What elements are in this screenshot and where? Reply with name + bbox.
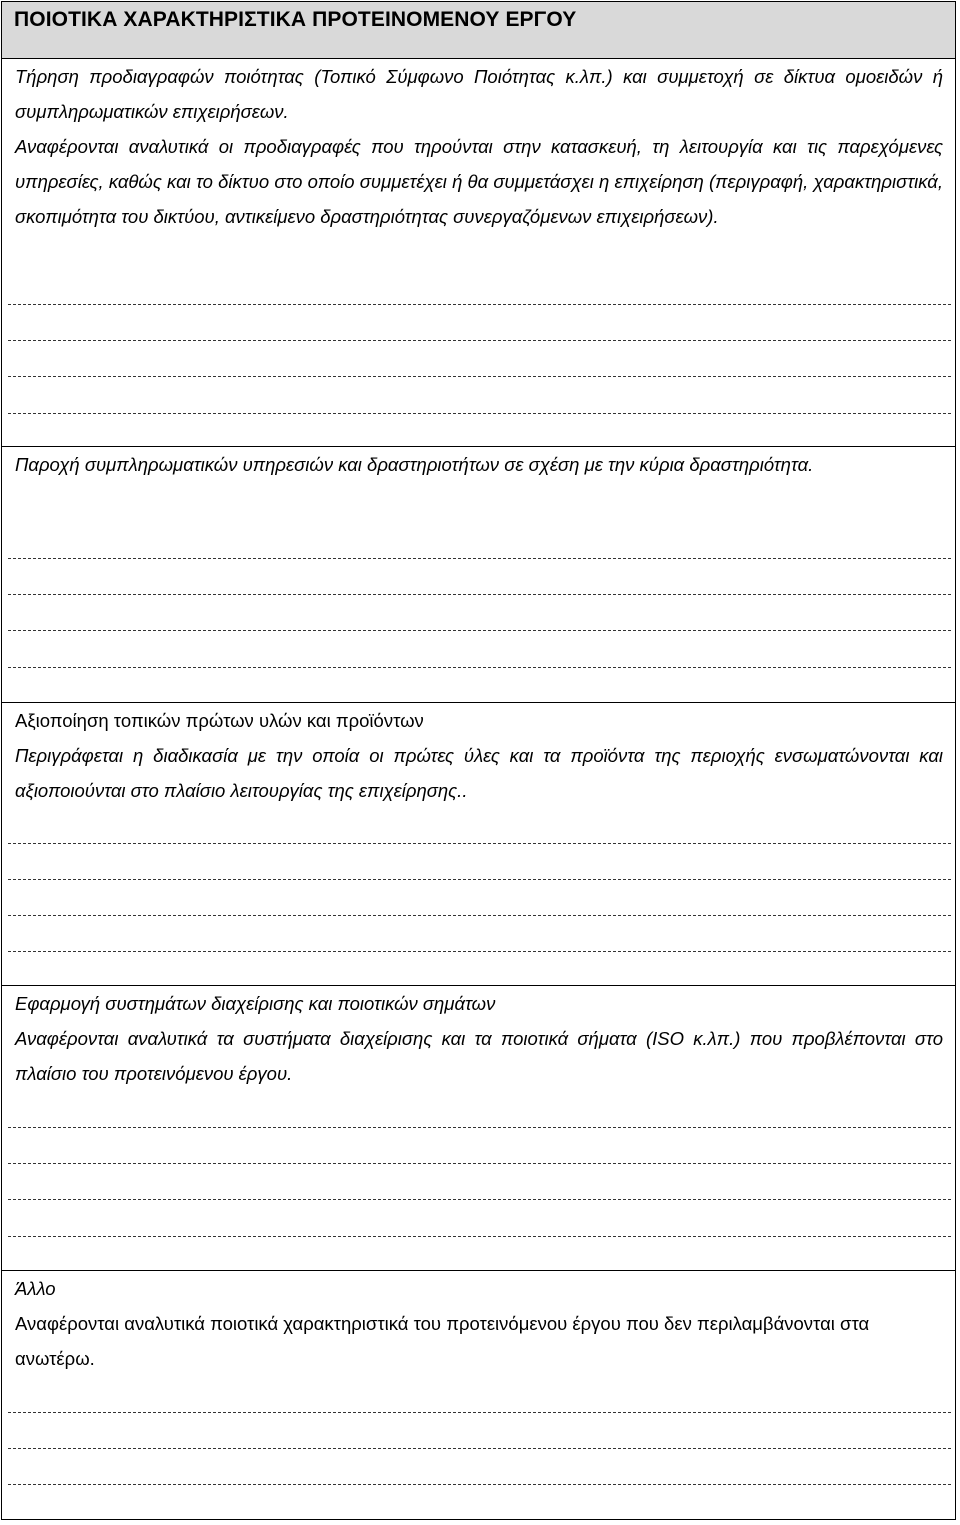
- section-other: [2, 1270, 955, 1519]
- section-description: Αναφέρονται αναλυτικά τα συστήματα διαχείρισης και τα ποιοτικά σήματα (ISO κ.λπ.) που προβλέπονται στο πλαίσιο του προτεινόμενου έργου.: [15, 1028, 943, 1084]
- section-complementary-services: [2, 446, 955, 702]
- section-heading: Αξιοποίηση τοπικών πρώτων υλών και προϊόντων: [15, 710, 424, 731]
- answer-line[interactable]: [8, 413, 951, 414]
- section-management-systems: [2, 985, 955, 1270]
- answer-line[interactable]: [8, 1448, 951, 1449]
- answer-line[interactable]: [8, 376, 951, 377]
- section-description: Περιγράφεται η διαδικασία με την οποία οι πρώτες ύλες και τα προϊόντα της περιοχής ενσωματώνονται και αξιοποιούνται στο πλαίσιο λειτουργίας της επιχείρησης..: [15, 745, 943, 801]
- answer-line[interactable]: [8, 951, 951, 952]
- form-title: ΠΟΙΟΤΙΚΑ ΧΑΡΑΚΤΗΡΙΣΤΙΚΑ ΠΡΟΤΕΙΝΟΜΕΝΟΥ ΕΡΓΟΥ: [14, 8, 577, 31]
- answer-line[interactable]: [8, 1236, 951, 1237]
- section-heading: Εφαρμογή συστημάτων διαχείρισης και ποιοτικών σημάτων: [15, 993, 496, 1014]
- answer-line[interactable]: [8, 843, 951, 844]
- form-header: [2, 2, 955, 59]
- form-page: [1, 1, 956, 1520]
- answer-line[interactable]: [8, 340, 951, 341]
- answer-line[interactable]: [8, 667, 951, 668]
- answer-line[interactable]: [8, 1412, 951, 1413]
- answer-line[interactable]: [8, 1163, 951, 1164]
- answer-line[interactable]: [8, 630, 951, 631]
- section-heading: Παροχή συμπληρωματικών υπηρεσιών και δραστηριοτήτων σε σχέση με την κύρια δραστηριότητα.: [15, 454, 814, 475]
- section-quality-specs: [2, 59, 955, 446]
- answer-line[interactable]: [8, 1199, 951, 1200]
- section-heading: Τήρηση προδιαγραφών ποιότητας (Τοπικό Σύμφωνο Ποιότητας κ.λπ.) και συμμετοχή σε δίκτυα ομοειδών ή συμπληρωματικών επιχειρήσεων.: [15, 66, 943, 122]
- answer-line[interactable]: [8, 1484, 951, 1485]
- answer-line[interactable]: [8, 1127, 951, 1128]
- answer-line[interactable]: [8, 558, 951, 559]
- answer-line[interactable]: [8, 879, 951, 880]
- answer-line[interactable]: [8, 915, 951, 916]
- section-description: Αναφέρονται αναλυτικά ποιοτικά χαρακτηριστικά του προτεινόμενου έργου που δεν περιλαμβάνονται στα ανωτέρω.: [15, 1313, 870, 1369]
- answer-line[interactable]: [8, 304, 951, 305]
- section-heading: Άλλο: [15, 1278, 56, 1299]
- section-description: Αναφέρονται αναλυτικά οι προδιαγραφές που τηρούνται στην κατασκευή, τη λειτουργία και τις παρεχόμενες υπηρεσίες, καθώς και το δίκτυο στο οποίο συμμετέχει ή θα συμμετάσχει η επιχείρηση (περιγραφή, χαρακτηριστικά, σκοπιμότητα του δικτύου, αντικείμενο δραστηριότητας συνεργαζόμενων επιχειρήσεων).: [15, 136, 943, 227]
- section-local-materials: [2, 702, 955, 985]
- answer-line[interactable]: [8, 594, 951, 595]
